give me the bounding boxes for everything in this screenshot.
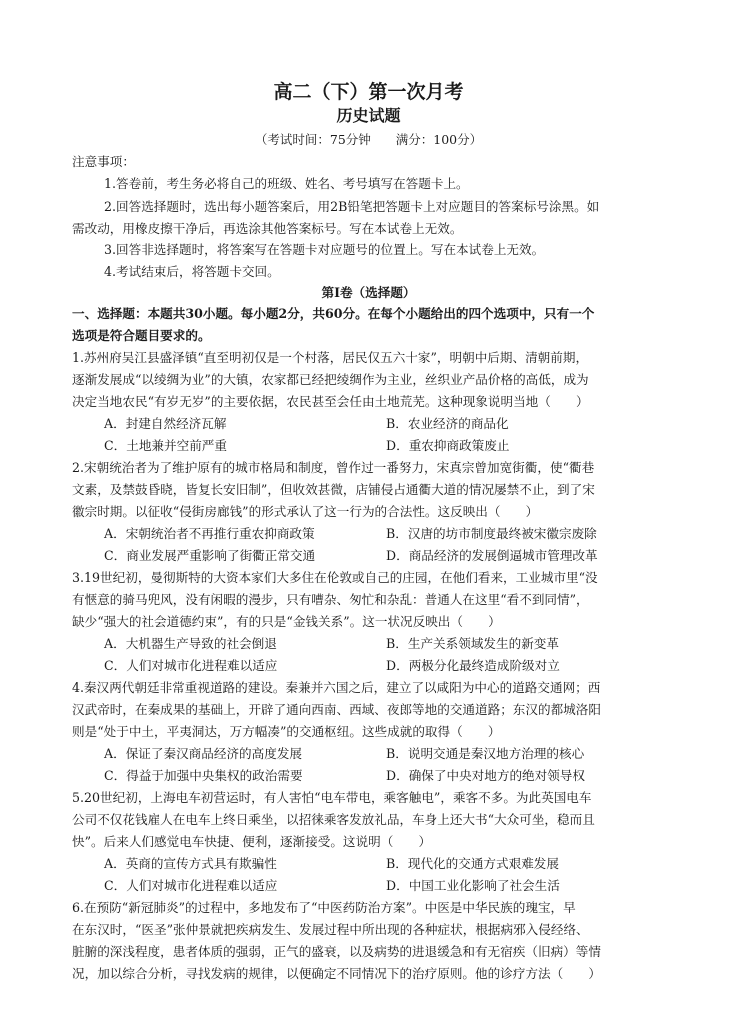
exam-title: 高二（下）第一次月考	[273, 81, 464, 103]
section-title: 第Ⅰ卷（选择题）	[321, 285, 416, 300]
question-2-text: 文素，及禁鼓昏晓，皆复长安旧制”，但收效甚微，店铺侵占通衢大道的情况屡禁不止，到了宋	[72, 482, 595, 497]
question-2-option-b: B．汉唐的坊市制度最终被宋徽宗废除	[386, 526, 597, 541]
question-3-option-c: C．人们对城市化进程难以适应	[104, 658, 278, 673]
notice-item: 需改动，用橡皮擦干净后，再选涂其他答案标号。写在本试卷上无效。	[72, 221, 463, 236]
question-4-option-a: A．保证了秦汉商品经济的高度发展	[104, 746, 303, 761]
question-6-text: 况，加以综合分析，寻找发病的规律，以便确定不同情况下的治疗原则。他的诊疗方法（ ）	[72, 966, 601, 981]
question-5-text: 5.20世纪初，上海电车初营运时，有人害怕“电车带电，乘客触电”，乘客不多。为此英国电车	[72, 790, 592, 805]
question-6-text: 在东汉时，“医圣”张仲景就把疾病发生、发展过程中所出现的各种症状，根据病邪入侵经络、	[72, 922, 589, 937]
question-1-text: 逐渐发展成“以绫绸为业”的大镇，农家都已经把绫绸作为主业，丝织业产品价格的高低，成为	[72, 372, 589, 387]
question-4-text: 则是“处于中土，平夷洞达，万方幅凑”的交通枢纽。这些成就的取得（ ）	[72, 724, 501, 739]
question-5-option-c: C．人们对城市化进程难以适应	[104, 878, 278, 893]
question-3-option-b: B．生产关系领域发生的新变革	[386, 636, 559, 651]
question-1-option-d: D．重农抑商政策废止	[386, 438, 510, 453]
question-6-text: 脏腑的深浅程度，患者体质的强弱，正气的盛衰，以及病势的进退缓急和有无宿疾（旧病）等情	[72, 944, 601, 959]
exam-subject: 历史试题	[336, 106, 401, 125]
question-1-text: 1.苏州府吴江县盛泽镇“直至明初仅是一个村落，居民仅五六十家”，明朝中后期、清朝前期，	[72, 350, 589, 365]
question-5-text: 公司不仅花钱雇人在电车上终日乘坐，以招徕乘客发放礼品，车身上还大书“大众可坐，稳而且	[72, 812, 595, 827]
question-3-text: 3.19世纪初，曼彻斯特的大资本家们大多住在伦敦或自己的庄园，在他们看来，工业城市里“没	[72, 570, 598, 585]
question-5-option-a: A．英商的宣传方式具有欺骗性	[104, 856, 277, 871]
question-2-option-c: C．商业发展严重影响了街衢正常交通	[104, 548, 316, 563]
notice-item: 3.回答非选择题时，将答案写在答题卡对应题号的位置上。写在本试卷上无效。	[104, 242, 545, 257]
section-instruction: 选项是符合题目要求的。	[72, 328, 211, 343]
question-4-text: 4.秦汉两代朝廷非常重视道路的建设。秦兼并六国之后，建立了以咸阳为中心的道路交通网；西	[72, 680, 601, 695]
question-3-text: 有惬意的骑马兜风，没有闲暇的漫步，只有嘈杂、匆忙和杂乱：普通人在这里“看不到同情”，	[72, 592, 589, 607]
question-5-option-d: D．中国工业化影响了社会生活	[386, 878, 560, 893]
question-2-text: 2.宋朝统治者为了维护原有的城市格局和制度，曾作过一番努力，宋真宗曾加宽街衢，使“衢巷	[72, 460, 595, 475]
question-3-text: 缺少“强大的社会道德约束”，有的只是“金钱关系”。这一状况反映出（ ）	[72, 614, 501, 629]
question-6-text: 6.在预防“新冠肺炎”的过程中，多地发布了“中医药防治方案”。中医是中华民族的瑰宝，早	[72, 900, 576, 915]
question-3-option-a: A．大机器生产导致的社会倒退	[104, 636, 277, 651]
question-4-option-b: B．说明交通是秦汉地方治理的核心	[386, 746, 585, 761]
notice-item: 1.答卷前，考生务必将自己的班级、姓名、考号填写在答题卡上。	[104, 176, 469, 191]
question-5-option-b: B．现代化的交通方式艰难发展	[386, 856, 559, 871]
exam-info: （考试时间：75分钟 满分：100分）	[254, 132, 483, 147]
question-5-text: 快”。后来人们感觉电车快捷、便利，逐渐接受。这说明（ ）	[72, 834, 432, 849]
question-4-option-d: D．确保了中央对地方的绝对领导权	[386, 768, 586, 783]
question-3-option-d: D．两极分化最终造成阶级对立	[386, 658, 560, 673]
question-4-text: 汉武帝时，在秦成果的基础上，开辟了通向西南、西域、夜郎等地的交通道路；东汉的都城洛阳	[72, 702, 601, 717]
section-instruction: 一、选择题：本题共30小题。每小题2分，共60分。在每个小题给出的四个选项中，只有一个	[72, 306, 595, 321]
question-1-option-b: B．农业经济的商品化	[386, 416, 509, 431]
question-1-option-c: C．土地兼并空前严重	[104, 438, 227, 453]
question-2-option-a: A．宋朝统治者不再推行重农抑商政策	[104, 526, 315, 541]
question-1-text: 决定当地农民“有岁无岁”的主要依据，农民甚至会任由土地荒芜。这种现象说明当地（ ）	[72, 394, 589, 409]
notice-item: 2.回答选择题时，选出每小题答案后，用2B铅笔把答题卡上对应题目的答案标号涂黑。如	[104, 199, 600, 214]
notice-item: 4.考试结束后，将答题卡交回。	[104, 264, 280, 279]
notice-heading: 注意事项：	[72, 154, 135, 169]
question-2-text: 徽宗时期。以征收“侵街房廊钱”的形式承认了这一行为的合法性。这反映出（ ）	[72, 504, 539, 519]
question-1-option-a: A．封建自然经济瓦解	[104, 416, 227, 431]
question-4-option-c: C．得益于加强中央集权的政治需要	[104, 768, 303, 783]
question-2-option-d: D．商品经济的发展倒逼城市管理改革	[386, 548, 598, 563]
